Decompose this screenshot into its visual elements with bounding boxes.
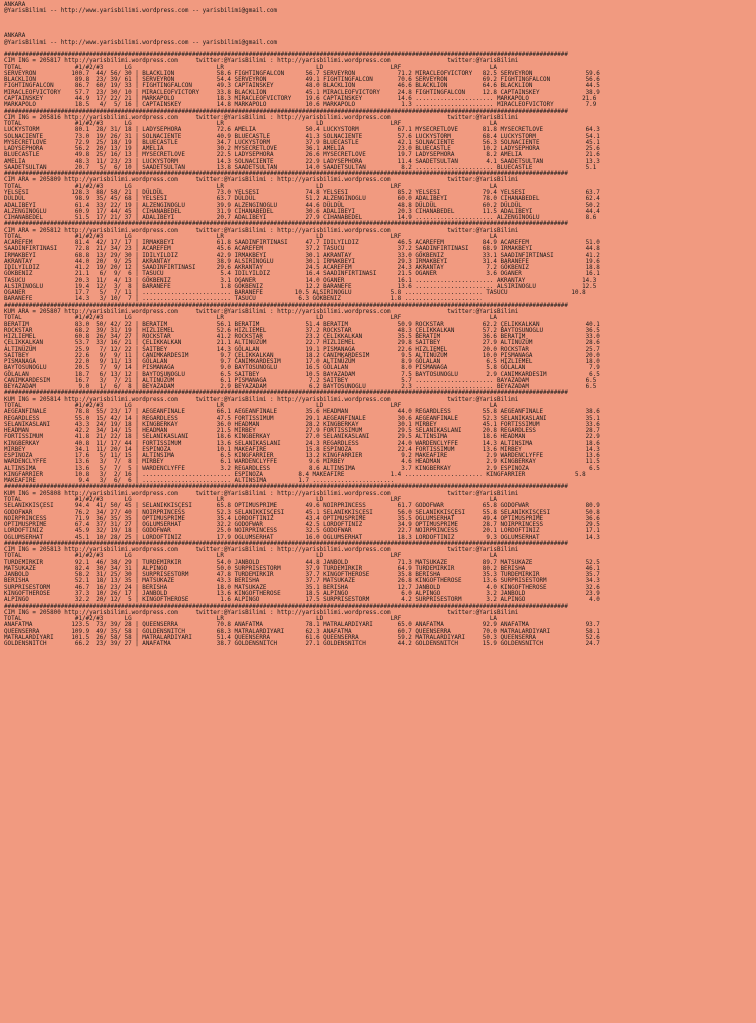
report-line: MATSUKAZE 82.4 30/ 34/ 31 | ALPINGO 50.0 SURPRISESTORM 37.9 TURDEMIRKIR 64.9 TURDEMIRKIR 80.2 BERISHA 46.1 xyxy=(4,565,600,572)
report-line: IRMAKBEYI 68.8 13/ 29/ 30 | IDILYILDIZ 42.9 IRMAKBEYI 30.1 AKRANTAY 33.0 GÖKBENIZ 33.1 SAADINFIRTINASI 41.2 xyxy=(4,252,600,259)
report-line: CIHANABEDEL 51.5 17/ 21/ 37 | ADALIBEYI 20.7 ADALIBEYI 27.9 CIHANABEDEL 14.9 ...................... ALZENGINOGLU 8.6 xyxy=(4,215,597,222)
report-line: KINGOFTHEROSE 37.3 10/ 26/ 17 | JANBOLD 13.6 KINGOFTHEROSE 18.5 ALPINGO 6.0 ALPINGO 3.2 JANBOLD 23.9 xyxy=(4,590,600,597)
report-line: MAKEAFIRE 9.4 3/ 6/ 6 | ......................... ALTINSIMA 1.7 ....................... xyxy=(4,478,395,485)
report-line: KINGFARRIER 10.8 3/ 2/ 16 | ......................... ESPINOZA 8.4 MAKEAFIRE 1.4 ...................... KINGFARRIER 5.8 xyxy=(4,471,586,478)
report-line: TOTAL #1/#2/#3 LG LR LD LRF LA xyxy=(4,553,497,560)
report-line: CAPTAINSKEY 44.9 17/ 22/ 21 | MARKAPOLO 18.3 MIRACLEOFVICTORY 19.6 CAPTAINSKEY 14.6 ...................... MARKAPOLO 21.6 xyxy=(4,95,597,102)
report-line: OPTIMUSPRIME 67.4 37/ 31/ 27 | OGLUMSERHAT 32.2 GODOFWAR 42.5 LORDOFTINIZ 34.9 OPTIMUSPRIME 28.7 NOIRPRINCESS 29.5 xyxy=(4,522,600,529)
report-line: LUCKYSTORM 80.1 28/ 31/ 18 | LADYSEPHORA 72.6 AMELIA 50.4 LUCKYSTORM 67.1 MYSECRETLOVE 81.8 MYSECRETLOVE 64.3 xyxy=(4,127,600,134)
report-line: CIM ING = 205800 http://yarisbilimi.wordpress.com twitter:@YarisBilimi : http://yarisbilimi.wordpress.com twitter:@YarisBilimi xyxy=(4,609,519,616)
report-line: ÇELIKKALKAN 53.7 33/ 16/ 21 | ÇELIKKALKAN 21.1 ALTINÜZÜM 22.7 HIZLIEMEL 29.8 SAITBEY 27.9 ALTINÜZÜM 28.6 xyxy=(4,340,600,347)
report-line: AEGEANFINALE 78.8 55/ 23/ 17 | AEGEANFINALE 66.1 AEGEANFINALE 35.6 HEADMAN 44.0 REGARDLESS 55.8 AEGEANFINALE 38.6 xyxy=(4,409,600,416)
report-line: CIM ING = 205817 http://yarisbilimi.wordpress.com twitter:@YarisBilimi : http://yarisbilimi.wordpress.com twitter:@YarisBilimi xyxy=(4,58,519,65)
report-line: CIM ING = 205816 http://yarisbilimi.wordpress.com twitter:@YarisBilimi : http://yarisbilimi.wordpress.com twitter:@YarisBilimi xyxy=(4,114,519,121)
report-line: ANKARA xyxy=(4,33,26,40)
report-line: BARANEFE 14.3 3/ 10/ 7 | ......................... TASUCU 6.3 GÖKBENIZ 1.8 ...................... xyxy=(4,296,483,303)
report-line: KUM ING = 205808 http://yarisbilimi.wordpress.com twitter:@YarisBilimi : http://yarisbilimi.wordpress.com twitter:@YarisBilimi xyxy=(4,490,519,497)
report-line: ROCKSTAR 68.2 39/ 31/ 19 | HIZLIEMEL 52.6 HIZLIEMEL 37.2 ROCKSTAR 48.3 ÇELIKKALKAN 57.2 BAYTOSUNOGLU 36.5 xyxy=(4,327,600,334)
report-line: TOTAL #1/#2/#3 LG LR LD LRF LA xyxy=(4,233,497,240)
report-line: BLUECASTLE 49.8 25/ 16/ 13 | MYSECRETLOVE 22.5 LADYSEPHORA 26.6 MYSECRETLOVE 19.7 LADYSEPHORA 8.2 AMELIA 21.6 xyxy=(4,152,600,159)
report-line: HIZLIEMEL 60.8 26/ 34/ 27 | ROCKSTAR 41.2 ROCKSTAR 23.2 ÇELIKKALKAN 35.5 BERATIM 36.6 BERATIM 33.0 xyxy=(4,334,600,341)
report-line: TOTAL #1/#2/#3 LG LR LD LRF LA xyxy=(4,496,497,503)
separator-line: ############################################################################################################################################################### xyxy=(4,171,568,178)
report-line: IDILYILDIZ 41.2 19/ 20/ 12 | SAADINFIRTINASI 29.6 AKRANTAY 24.5 ACAREFEM 24.3 AKRANTAY 7.2 GÖKBENIZ 18.8 xyxy=(4,265,600,272)
report-line: CANIMKARDESIM 16.7 3/ 7/ 21 | ALTINÜZÜM 6.1 PISMANAGA 7.2 SAITBEY 5.7 ...................... BAYAZADAM 6.5 xyxy=(4,377,597,384)
separator-line: ############################################################################################################################################################### xyxy=(4,603,568,610)
report-line: BLACKLION 89.8 23/ 39/ 61 | SERVEYRON 54.4 SERVEYRON 49.1 FIGHTINGFALCON 70.6 SERVEYRON 69.2 FIGHTINGFALCON 56.6 xyxy=(4,77,600,84)
report-line: WARDENCLYFFE 13.6 3/ 7/ 8 | MIRBEY 6.1 WARDENCLYFFE 9.6 MIRBEY 4.6 HEADMAN 2.9 KINGBERKAY 11.5 xyxy=(4,459,600,466)
report-line: ADALIBEYI 61.4 33/ 22/ 19 | ALZENGINOGLU 39.9 ALZENGINOGLU 44.6 DÜLDÜL 48.8 DÜLDÜL 60.2 DÜLDÜL 50.2 xyxy=(4,202,600,209)
report-line: SAADINFIRTINASI 72.8 21/ 34/ 23 | ACAREFEM 45.6 ACAREFEM 37.2 TASUCU 37.2 SAADINFIRTINASI 68.9 IRMAKBEYI 44.8 xyxy=(4,246,600,253)
report-line: CIM ING = 205813 http://yarisbilimi.wordpress.com twitter:@YarisBilimi : http://yarisbilimi.wordpress.com twitter:@YarisBilimi xyxy=(4,547,519,554)
report-line: NOIRPRINCESS 71.9 36/ 35/ 35 | OPTIMUSPRIME 35.4 LORDOFTINIZ 43.4 OPTIMUSPRIME 35.5 OGLUMSERHAT 49.4 OPTIMUSPRIME 36.6 xyxy=(4,515,600,522)
report-line: YELSESI 128.3 88/ 58/ 21 | DÜLDÜL 73.0 YELSESI 74.8 YELSESI 85.2 YELSESI 79.4 YELSESI 63.7 xyxy=(4,189,600,196)
separator-line: ############################################################################################################################################################### xyxy=(4,52,568,59)
separator-line: ############################################################################################################################################################### xyxy=(4,390,568,397)
report-line: BERATIM 83.0 50/ 42/ 22 | BERATIM 56.1 BERATIM 51.4 BERATIM 50.9 ROCKSTAR 62.2 ÇELIKKALKAN 40.1 xyxy=(4,321,600,328)
report-line: TOTAL #1/#2/#3 LG LR LD LRF LA xyxy=(4,121,497,128)
report-line: ALTINÜZÜM 25.9 7/ 12/ 22 | SAITBEY 14.3 GÖLALAN 19.1 PISMANAGA 22.6 HIZLIEMEL 20.0 ROCKSTAR 25.7 xyxy=(4,346,600,353)
report-line: TOTAL #1/#2/#3 LG LR LD LRF LA xyxy=(4,315,497,322)
report-line: TOTAL #1/#2/#3 LG LR LD LRF LA xyxy=(4,183,497,190)
report-line: TOTAL #1/#2/#3 LG LR LD LRF LA xyxy=(4,616,497,623)
report-line: SELANIKASLANI 43.3 24/ 19/ 18 | KINGBERKAY 36.0 HEADMAN 28.2 KINGBERKAY 30.1 MIRBEY 45.1 FORTISSIMUM 33.6 xyxy=(4,421,600,428)
report-line: PISMANAGA 22.0 9/ 11/ 13 | GÖLALAN 9.7 CANIMKARDESIM 17.0 ALTINÜZÜM 8.9 GÖLALAN 6.5 HIZLIEMEL 18.0 xyxy=(4,359,600,366)
report-line: KUM ING = 205814 http://yarisbilimi.wordpress.com twitter:@YarisBilimi : http://yarisbilimi.wordpress.com twitter:@YarisBilimi xyxy=(4,396,519,403)
report-line: KINGBERKAY 40.8 11/ 17/ 44 | FORTISSIMUM 13.6 SELANIKASLANI 24.3 REGARDLESS 24.0 WARDENCLYFFE 14.3 ALTINSIMA 18.6 xyxy=(4,440,600,447)
report-line: OGLUMSERHAT 45.1 10/ 28/ 25 | LORDOFTINIZ 17.9 OGLUMSERHAT 16.0 OGLUMSERHAT 18.3 LORDOFTINIZ 9.3 OGLUMSERHAT 14.3 xyxy=(4,534,600,541)
report-line: AMELIA 48.3 11/ 23/ 23 | LUCKYSTORM 14.3 SOLNACIENTE 22.9 LADYSEPHORA 11.4 SAADETSULTAN 4.1 SAADETSULTAN 13.3 xyxy=(4,158,600,165)
report-line: REGARDLESS 55.0 15/ 42/ 14 | REGARDLESS 47.5 FORTISSIMUM 29.1 AEGEANFINALE 30.6 AEGEANFINALE 52.3 SELANIKASLANI 35.1 xyxy=(4,415,600,422)
report-line: BAYTOSUNOGLU 20.5 7/ 9/ 14 | PISMANAGA 9.0 BAYTOSUNOGLU 16.5 GÖLALAN 8.0 PISMANAGA 5.8 GÖLALAN 7.9 xyxy=(4,365,600,372)
report-line: MATRALARDIYARI 101.5 26/ 58/ 58 | MATRALARDIYARI 51.4 QUEENSERRA 61.6 QUEENSERRA 59.2 MATRALARDIYARI 50.3 QUEENSERRA 52.6 xyxy=(4,634,600,641)
report-line: SELANIKKISÇESI 94.4 41/ 50/ 45 | SELANIKKISÇESI 65.8 OPTIMUSPRIME 49.6 NOIRPRINCESS 61.7 GODOFWAR 65.8 GODOFWAR 80.9 xyxy=(4,503,600,510)
separator-line: ############################################################################################################################################################### xyxy=(4,108,568,115)
report-line: TOTAL #1/#2/#3 LG LR LD LRF LA xyxy=(4,403,497,409)
report-line: BERISHA 52.1 18/ 13/ 35 | MATSUKAZE 43.3 BERISHA 37.7 MATSUKAZE 26.8 KINGOFTHEROSE 13.6 SURPRISESTORM 34.3 xyxy=(4,578,600,585)
report-line: ALPINGO 32.2 20/ 12/ 5 | KINGOFTHEROSE 1.6 ALPINGO 17.5 SURPRISESTORM 4.2 SURPRISESTORM 3.2 ALPINGO 4.0 xyxy=(4,597,600,604)
report-line: LORDOFTINIZ 45.9 32/ 19/ 18 | GODOFWAR 25.0 NOIRPRINCESS 32.5 GODOFWAR 22.7 NOIRPRINCESS 20.1 LORDOFTINIZ 17.1 xyxy=(4,528,600,535)
report-line: TASUCU 20.3 11/ 4/ 13 | GÖKBENIZ 3.1 OGANER 14.0 OGANER 16.1 ...................... AKRANTAY 14.3 xyxy=(4,277,597,284)
separator-line: ############################################################################################################################################################### xyxy=(4,302,568,309)
report-line: HEADMAN 42.2 34/ 14/ 15 | HEADMAN 21.5 MIRBEY 27.9 FORTISSIMUM 29.5 SELANIKASLANI 20.8 REGARDLESS 28.7 xyxy=(4,428,600,435)
report-line: CIM ARA = 205809 http://yarisbilimi.wordpress.com twitter:@YarisBilimi : http://yarisbilimi.wordpress.com twitter:@YarisBilimi xyxy=(4,177,519,184)
separator-line: ############################################################################################################################################################### xyxy=(4,540,568,547)
report-line: GOLDENSNITCH 66.2 23/ 39/ 27 | ANAFATMA 38.7 GOLDENSNITCH 27.1 GOLDENSNITCH 44.2 GOLDENSNITCH 15.9 GOLDENSNITCH 24.7 xyxy=(4,641,600,648)
report-line: TURDEMIRKIR 92.1 46/ 38/ 29 | TURDEMIRKIR 54.0 JANBOLD 44.8 JANBOLD 71.3 MATSUKAZE 89.7 MATSUKAZE 52.5 xyxy=(4,559,600,566)
report-line: QUEENSERRA 109.9 49/ 35/ 58 | GOLDENSNITCH 68.3 MATRALARDIYARI 62.3 ANAFATMA 60.7 QUEENSERRA 70.0 MATRALARDIYARI 58.1 xyxy=(4,628,600,635)
report-line: SAITBEY 22.6 9/ 9/ 11 | CANIMKARDESIM 9.7 ÇELIKKALKAN 18.2 CANIMKARDESIM 9.5 ALTINÜZÜM 10.0 PISMANAGA 20.0 xyxy=(4,352,600,359)
report-line: SERVEYRON 100.7 44/ 56/ 30 | BLACKLION 58.6 FIGHTINGFALCON 56.7 SERVEYRON 71.2 MIRACLEOFVICTORY 82.5 SERVEYRON 59.6 xyxy=(4,70,600,77)
report-line: ALZENGINOGLU 60.9 17/ 44/ 45 | CIHANABEDEL 31.9 CIHANABEDEL 30.6 ADALIBEYI 20.3 CIHANABEDEL 11.5 ADALIBEYI 44.4 xyxy=(4,208,600,215)
report-line: FIGHTINGFALCON 86.7 60/ 19/ 33 | FIGHTINGFALCON 49.3 CAPTAINSKEY 48.0 BLACKLION 46.6 BLACKLION 64.6 BLACKLION 44.5 xyxy=(4,83,600,90)
report-line: AKRANTAY 44.0 20/ 9/ 25 | AKRANTAY 38.9 ALSIRINOGLU 30.1 IRMAKBEYI 29.3 IRMAKBEYI 31.4 BARANEFE 19.6 xyxy=(4,258,600,265)
report-line: @YarisBilimi -- http://www.yarisbilimi.wordpress.com -- yarisbilimi@gmail.com xyxy=(4,8,278,15)
report-line: GÖLALAN 18.7 6/ 13/ 12 | BAYTOSUNOGLU 6.5 SAITBEY 10.5 BAYAZADAM 7.5 BAYTOSUNOGLU 2.9 CANIMKARDESIM 6.5 xyxy=(4,371,600,378)
separator-line: ############################################################################################################################################################### xyxy=(4,484,568,491)
report-line: ANKARA xyxy=(4,2,26,8)
report-line: ACAREFEM 81.4 42/ 17/ 17 | IRMAKBEYI 61.8 SAADINFIRTINASI 47.7 IDILYILDIZ 46.5 ACAREFEM 84.9 ACAREFEM 51.0 xyxy=(4,240,600,247)
report-line: SOLNACIENTE 73.0 19/ 26/ 31 | SOLNACIENTE 40.9 BLUECASTLE 41.3 SOLNACIENTE 57.6 LUCKYSTORM 68.4 LUCKYSTORM 54.1 xyxy=(4,133,600,140)
report-line: MYSECRETLOVE 72.9 25/ 18/ 19 | BLUECASTLE 34.7 LUCKYSTORM 37.9 BLUECASTLE 42.1 SOLNACIENTE 56.3 SOLNACIENTE 45.1 xyxy=(4,139,600,146)
report-line: @YarisBilimi -- http://www.yarisbilimi.wordpress.com -- yarisbilimi@gmail.com xyxy=(4,39,278,46)
report-line: ANAFATMA 123.5 73/ 39/ 28 | QUEENSERRA 70.8 ANAFATMA 78.1 MATRALARDIYARI 65.0 ANAFATMA 92.9 ANAFATMA 93.7 xyxy=(4,622,600,629)
report-line: BEYAZADAM 9.0 1/ 6/ 8 | BEYAZADAM 2.9 BEYAZADAM 6.2 BAYTOSUNOGLU 2.3 ...................... BEYAZADAM 6.5 xyxy=(4,384,597,391)
report-line: GODOFWAR 76.2 34/ 27/ 40 | NOIRPRINCESS 52.3 SELANIKKISÇESI 45.1 SELANIKKISÇESI 56.0 SELANIKKISÇESI 55.8 SELANIKKISÇESI 50.8 xyxy=(4,509,600,516)
report-line: GÖKBENIZ 21.1 6/ 9/ 6 | TASUCU 5.4 IDILYILDIZ 16.4 SAADINFIRTINASI 21.5 OGANER 3.6 OGANER 16.1 xyxy=(4,271,600,278)
report-line: JANBOLD 58.2 31/ 25/ 30 | SURPRISESTORM 47.8 TURDEMIRKIR 37.7 KINGOFTHEROSE 35.8 BERISHA 35.3 TURDEMIRKIR 35.7 xyxy=(4,572,600,579)
report-line: LADYSEPHORA 56.2 20/ 13/ 19 | AMELIA 30.2 MYSECRETLOVE 36.1 AMELIA 23.0 BLUECASTLE 10.2 LADYSEPHORA 25.6 xyxy=(4,146,600,153)
report-line: TOTAL #1/#2/#3 LG LR LD LRF LA xyxy=(4,64,497,71)
report-line: ALSIRINOGLU 19.4 12/ 3/ 8 | BARANEFE 1.8 GÖKBENIZ 12.2 BARANEFE 13.6 ...................... ALSIRINOGLU 12.5 xyxy=(4,283,597,290)
report-line: CIM ARA = 205812 http://yarisbilimi.wordpress.com twitter:@YarisBilimi : http://yarisbilimi.wordpress.com twitter:@YarisBilimi xyxy=(4,227,519,234)
report-line: ESPINOZA 17.6 5/ 11/ 15 | ALTINSIMA 6.5 KINGFARRIER 13.2 KINGFARRIER 9.2 MAKEAFIRE 2.9 WARDENCLYFFE 13.6 xyxy=(4,453,600,460)
report-line: SAADETSULTAN 20.7 5/ 6/ 10 | SAADETSULTAN 13.8 SAADETSULTAN 14.0 SAADETSULTAN 8.2 ...................... BLUECASTLE 5.1 xyxy=(4,164,597,171)
report-line: MIRBEY 34.1 11/ 20/ 14 | ESPINOZA 10.1 MAKEAFIRE 15.8 ESPINOZA 22.4 FORTISSIMUM 13.6 MIRBEY 14.3 xyxy=(4,446,600,453)
report-line: ALTINSIMA 13.6 5/ 7/ 5 | WARDENCLYFFE 3.2 REGARDLESS 8.6 ALTINSIMA 3.7 KINGBERKAY 2.9 ESPINOZA 6.5 xyxy=(4,465,600,472)
report-line: FORTISSIMUM 41.8 21/ 22/ 18 | SELANIKASLANI 18.6 KINGBERKAY 27.0 SELANIKASLANI 29.5 ALTINSIMA 18.6 HEADMAN 22.9 xyxy=(4,434,600,441)
report-line: OGANER 17.7 5/ 7/ 11 | ......................... BARANEFE 10.5 ALSIRINOGLU 5.8 ...................... TASUCU 10.8 xyxy=(4,290,586,297)
report-line: SURPRISESTORM 46.7 16/ 23/ 24 | BERISHA 18.0 MATSUKAZE 35.1 BERISHA 12.7 JANBOLD 4.0 KINGOFTHEROSE 32.6 xyxy=(4,584,600,591)
report-line: KUM ARA = 205807 http://yarisbilimi.wordpress.com twitter:@YarisBilimi : http://yarisbilimi.wordpress.com twitter:@YarisBilimi xyxy=(4,309,519,316)
report-line: MIRACLEOFVICTORY 57.7 23/ 30/ 10 | MIRACLEOFVICTORY 33.8 BLACKLION 45.1 MIRACLEOFVICTORY 24.8 FIGHTINGFALCON 12.8 CAPTAINSKEY 38.9 xyxy=(4,89,600,96)
report-line: MARKAPOLO 18.5 4/ 5/ 16 | CAPTAINSKEY 14.8 MARKAPOLO 10.6 MARKAPOLO 1.3 ...................... MIRACLEOFVICTORY 7.9 xyxy=(4,102,597,109)
report-line: DÜLDÜL 98.9 35/ 45/ 68 | YELSESI 63.7 DÜLDÜL 51.2 ALZENGINOGLU 60.0 ADALIBEYI 78.0 CIHANABEDEL 62.4 xyxy=(4,196,600,203)
separator-line: ############################################################################################################################################################### xyxy=(4,221,568,228)
